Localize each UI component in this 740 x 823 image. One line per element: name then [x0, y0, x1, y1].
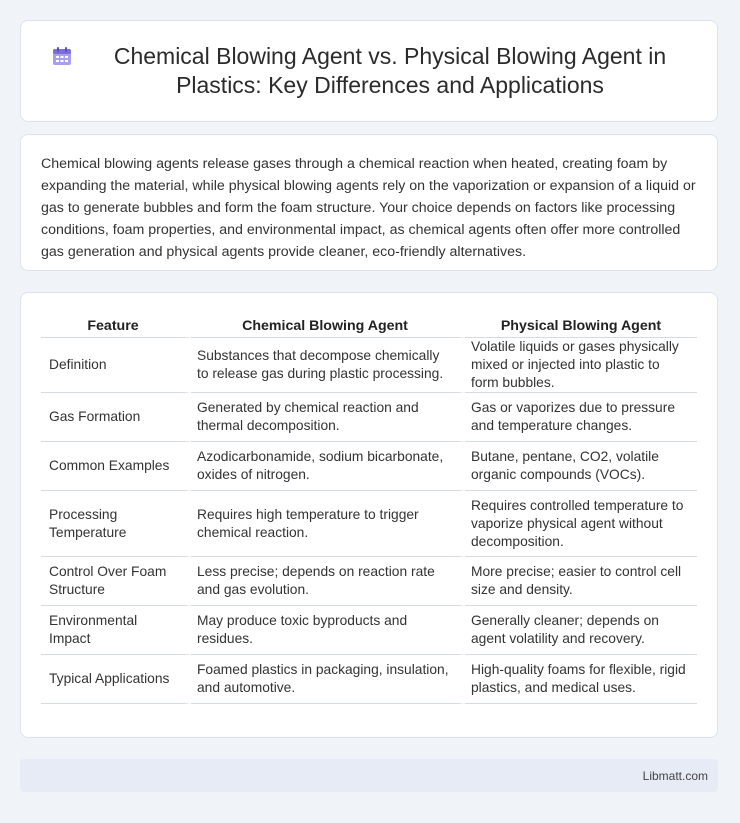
table-row	[41, 338, 697, 393]
row-chemical: May produce toxic byproducts and residues.	[191, 606, 465, 655]
title-card	[20, 20, 718, 122]
row-chemical: Less precise; depends on reaction rate and gas evolution.	[191, 557, 465, 606]
row-feature: Typical Applications	[41, 655, 191, 704]
table-row	[41, 491, 697, 557]
table-row	[41, 606, 697, 655]
row-physical: High-quality foams for flexible, rigid plastics, and medical uses.	[465, 655, 697, 704]
footer	[20, 759, 718, 792]
row-feature: Common Examples	[41, 442, 191, 491]
row-physical: Generally cleaner; depends on agent volatility and recovery.	[465, 606, 697, 655]
page-title: Chemical Blowing Agent vs. Physical Blowing Agent in Plastics: Key Differences and Applications	[113, 43, 667, 98]
row-chemical: Generated by chemical reaction and thermal decomposition.	[191, 393, 465, 442]
header-chemical: Chemical Blowing Agent	[191, 313, 465, 338]
row-physical: Volatile liquids or gases physically mixed or injected into plastic to form bubbles.	[465, 338, 697, 393]
row-chemical: Substances that decompose chemically to release gas during plastic processing.	[191, 338, 465, 393]
row-feature: Environmental Impact	[41, 606, 191, 655]
row-physical: Gas or vaporizes due to pressure and temperature changes.	[465, 393, 697, 442]
row-chemical: Foamed plastics in packaging, insulation, and automotive.	[191, 655, 465, 704]
row-feature: Processing Temperature	[41, 491, 191, 557]
header-feature: Feature	[41, 313, 191, 338]
table-header-row	[41, 313, 697, 338]
row-feature: Control Over Foam Structure	[41, 557, 191, 606]
row-physical: Butane, pentane, CO2, volatile organic compounds (VOCs).	[465, 442, 697, 491]
row-physical: More precise; easier to control cell size and density.	[465, 557, 697, 606]
table-row	[41, 393, 697, 442]
row-chemical: Requires high temperature to trigger chemical reaction.	[191, 491, 465, 557]
comparison-card	[20, 292, 718, 738]
calendar-icon	[51, 45, 73, 67]
row-chemical: Azodicarbonamide, sodium bicarbonate, oxides of nitrogen.	[191, 442, 465, 491]
title-wrap	[21, 42, 717, 100]
comparison-table	[41, 313, 697, 704]
row-feature: Gas Formation	[41, 393, 191, 442]
intro-paragraph: Chemical blowing agents release gases through a chemical reaction when heated, creating foam by expanding the material, while physical blowing agents rely on the vaporization or expansion of a liquid or gas to generate bubbles and form the foam structure. Your choice depends on factors like processing conditions, foam properties, and environmental impact, as chemical agents often offer more controlled gas generation and physical agents provide cleaner, eco-friendly alternatives.	[41, 156, 696, 260]
footer-brand: Libmatt.com	[642, 768, 708, 783]
row-feature: Definition	[41, 338, 191, 393]
table-row	[41, 655, 697, 704]
header-physical: Physical Blowing Agent	[465, 313, 697, 338]
table-row	[41, 442, 697, 491]
table-row	[41, 557, 697, 606]
row-physical: Requires controlled temperature to vaporize physical agent without decomposition.	[465, 491, 697, 557]
intro-card	[20, 134, 718, 271]
